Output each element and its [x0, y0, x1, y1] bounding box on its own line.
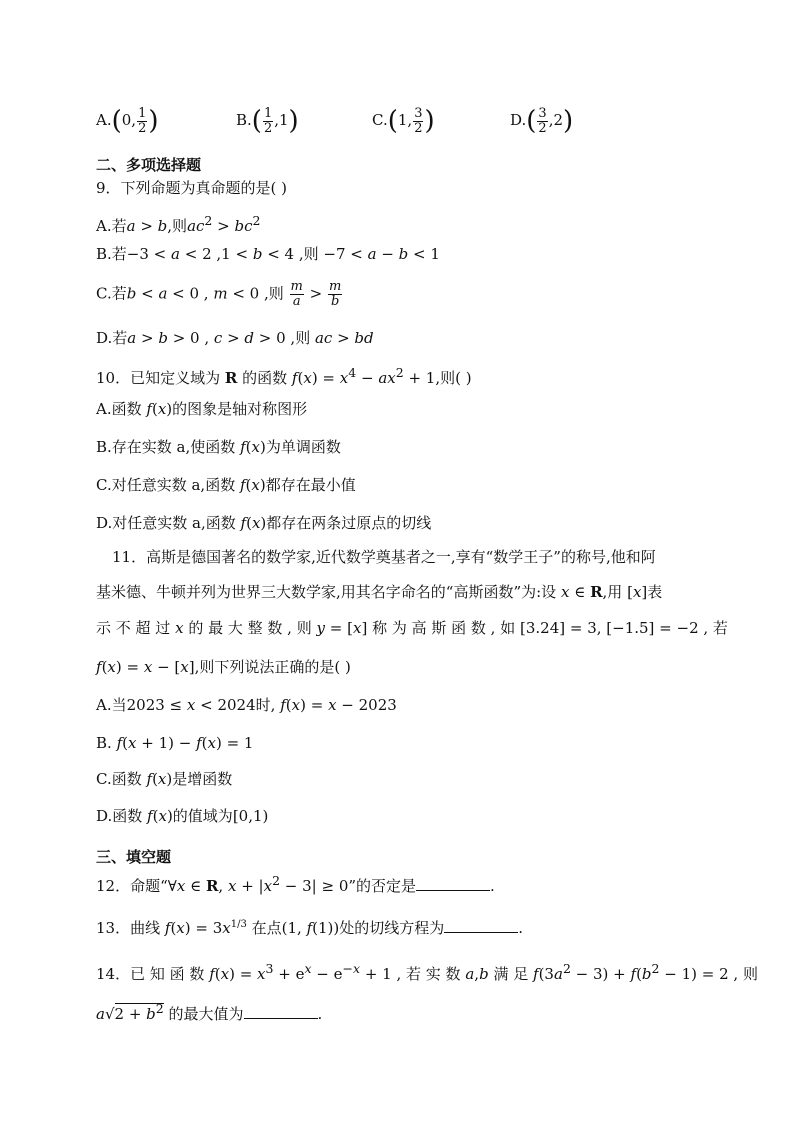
q8-option-b: B.( $\frac{1}{2}$ ,1): [236, 105, 299, 136]
q11-line-4: f(x) = x − [x],则下列说法正确的是( ): [96, 658, 351, 676]
q9-option-d: D.若a > b > 0 , c > d > 0 ,则 ac > bd: [96, 329, 374, 347]
q8-option-c: C.(1, $\frac{3}{2}$ ): [372, 105, 435, 136]
q10-option-d: D.对任意实数 a,函数 f(x)都存在两条过原点的切线: [96, 514, 432, 532]
q13-line: 13．曲线 $f(x) = 3x^{1/3}$ 在点(1, f(1))处的切线方程为 .: [96, 919, 524, 937]
q14-line-2: $a√2 + b^2$ 的最大值为 .: [96, 1001, 323, 1023]
q14-answer-blank[interactable]: [244, 1004, 318, 1019]
q10-option-b: B.存在实数 a,使函数 f(x)为单调函数: [96, 438, 341, 456]
q11-line-3: 示 不 超 过 x 的 最 大 整 数 , 则 y = [x] 称 为 高 斯 函 数 , 如 [3.24] = 3, [−1.5] = −2 , 若: [96, 619, 728, 637]
q10-option-a: A.函数 f(x)的图象是轴对称图形: [96, 400, 308, 418]
q9-option-b: B.若−3 < a < 2 ,1 < b < 4 ,则 −7 < a − b < 1: [96, 245, 440, 263]
q13-answer-blank[interactable]: [444, 918, 518, 933]
q11-option-c: C.函数 f(x)是增函数: [96, 770, 233, 788]
q9-option-c: C.若b < a < 0 , m < 0 ,则 $\frac{m}{a}$ > $\frac{m}{b}$: [96, 279, 342, 309]
q11-option-b: B. f(x + 1) − f(x) = 1: [96, 734, 254, 752]
q12-line: 12．命题“∀x ∈ R, $x + |x^2 - 3| \ge 0$”的否定是 .: [96, 873, 495, 895]
q10-option-c: C.对任意实数 a,函数 f(x)都存在最小值: [96, 476, 356, 494]
q8-option-d: D.( $\frac{3}{2}$ ,2): [510, 105, 574, 136]
q11-option-d: D.函数 f(x)的值域为[0,1): [96, 807, 269, 825]
q11-line-2: 基米德、牛顿并列为世界三大数学家,用其名字命名的“高斯函数”为:设 x ∈ R,用 [x]表: [96, 583, 663, 601]
q14-line-1: 14．已 知 函 数 $f(x) = x^3 + e^x - e^{-x} + 1$ , 若 实 数 a,b 满 足 $f(3a^2 - 3) + f(b^2 - 1) = 2$ , 则: [96, 961, 758, 983]
section-2-heading: 二、多项选择题: [96, 156, 202, 174]
q10-stem: 10．已知定义域为 R 的函数 $f(x) = x^4 - ax^2 + 1$,则( ): [96, 365, 472, 387]
q11-line-1: 11．高斯是德国著名的数学家,近代数学奠基者之一,享有“数学王子”的称号,他和阿: [112, 548, 656, 566]
q11-option-a: A.当2023 ≤ x < 2024时, f(x) = x − 2023: [96, 696, 397, 714]
section-3-heading: 三、填空题: [96, 848, 172, 866]
q9-option-a: A.若a > b,则$ac^2 > bc^2$: [96, 213, 261, 235]
q9-stem: 9．下列命题为真命题的是( ): [96, 179, 288, 197]
q12-answer-blank[interactable]: [416, 876, 490, 891]
q8-option-a: A.(0, $\frac{1}{2}$ ): [96, 105, 159, 136]
